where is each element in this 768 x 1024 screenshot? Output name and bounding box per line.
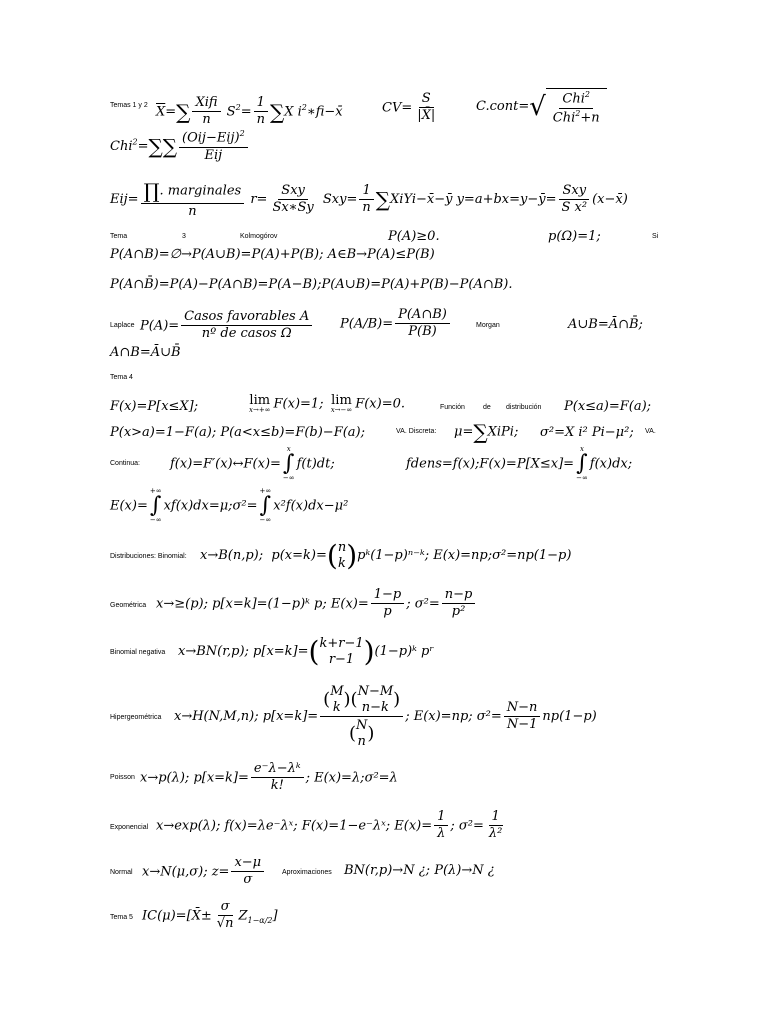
label-temas-1-2: Temas 1 y 2	[110, 102, 148, 109]
label-hipergeometrica: Hipergeométrica	[110, 714, 162, 721]
label-de: de	[483, 404, 491, 411]
formula-expectation: E(x)= +∞ ∫ −∞ xf(x)dx=μ;σ²= +∞ ∫ −∞ x²f(x)dx−μ²	[110, 487, 349, 524]
formula-normal: x→N(μ,σ); z= $\frac{x-\mu}{\sigma}$	[142, 856, 266, 888]
formula-t4-row2: P(x>a)=1−F(a); P(a<x≤b)=F(b)−F(a);	[110, 425, 365, 440]
label-va-discreta: VA. Discreta:	[396, 428, 437, 435]
formula-fdist: P(x≤a)=F(a);	[564, 399, 652, 414]
label-tema3: Tema	[110, 233, 128, 240]
label-distribuciones: Distribuciones: Binomial:	[110, 553, 187, 560]
formula-mu: μ=∑XiPi;	[454, 420, 519, 444]
formula-aproximaciones: BN(r,p)→N ¿; P(λ)→N ¿	[344, 863, 495, 878]
label-binomial-negativa: Binomial negativa	[110, 649, 166, 656]
formula-chi2: Chi$^2$=∑∑ $\frac{(Oij-Eij)^2}{\text{Eij}}$	[110, 130, 250, 163]
formula-binomial: x→B(n,p); p(x=k)= ( n k ) pᵏ(1−p)ⁿ⁻ᵏ; E(x)=np;σ²=np(1−p)	[200, 538, 572, 572]
label-tema5: Tema 5	[110, 914, 133, 921]
formula-ccont: C.cont= √ $\frac{Chi^2}{Chi^2+n}$	[476, 88, 607, 125]
label-va: VA.	[645, 428, 656, 435]
label-aproximaciones: Aproximaciones	[282, 869, 332, 876]
formula-laplace: P(A)= $\frac{\text{Casos favorables A}}{\text{nº de casos Ω}}$	[140, 310, 314, 342]
formula-fx-def: F(x)=P[x≤X];	[110, 399, 199, 414]
label-funcion: Función	[440, 404, 465, 411]
label-normal: Normal	[110, 869, 133, 876]
formula-continua1: f(x)=F′(x)↔F(x)= x ∫ −∞ f(t)dt;	[170, 445, 335, 482]
formula-ic: IC(μ)=[X̄± $\frac{\sigma}{√n}$ $Z_{1-\alpha/2}$]	[142, 899, 278, 932]
label-continua: Continua:	[110, 460, 140, 467]
formula-exponencial: x→exp(λ); f(x)=λe⁻λˣ; F(x)=1−e⁻λˣ; E(x)= $\frac{1}{\lambda}$ ; σ²= $\frac{1}{\text{λ²}}$	[156, 809, 503, 842]
formula-cv: CV= $\frac{S}{|X̄|}$	[382, 91, 436, 124]
label-exponencial: Exponencial	[110, 824, 149, 831]
formula-pomega: p(Ω)=1;	[548, 229, 601, 244]
formula-var-disc: σ²=X i² Pi−μ²;	[540, 425, 634, 440]
label-si: Si	[652, 233, 659, 240]
formula-limits: lim x→+∞ F(x)=1; lim x→−∞ F(x)=0.	[249, 393, 406, 414]
label-poisson: Poisson	[110, 774, 135, 781]
label-geometrica: Geométrica	[110, 602, 147, 609]
formula-pa-ge0: P(A)≥0.	[388, 229, 440, 244]
label-morgan: Morgan	[476, 322, 500, 329]
formula-eij: Eij= $\frac{\text{∏. marginales}}{n}$ r= $\frac{\text{Sxy}}{Sx∗Sy}$ Sxy= $\frac{1}{n}$ ∑XiYi−x̄−ȳ y=a+bx=y−ȳ= $\frac{\text{Sxy}}{\text{S x²}}$ (x−x̄)	[110, 179, 628, 219]
formula-morgan1: A∪B=Ā∩B̄;	[568, 317, 643, 332]
formula-geometrica: x→≥(p); p[x=k]=(1−p)ᵏ p; E(x)= $\frac{1-p}{p}$ ; σ²= $\frac{n-p}{\text{p²}}$	[156, 588, 477, 620]
formula-prob-row2: P(A∩B̄)=P(A)−P(A∩B)=P(A−B);P(A∪B)=P(A)+P(B)−P(A∩B).	[110, 277, 513, 292]
formula-mean: $\overline{X}=\sum$ $\frac{\text{Xifi}}{n}$ $S^2=$ $\frac{1}{n}$ ∑X $i^2∗fi-x̄$	[156, 95, 343, 128]
label-tema4: Tema 4	[110, 374, 133, 381]
label-kolmogorov: Kolmogórov	[240, 233, 278, 240]
formula-poisson: x→p(λ); p[x=k]= $\frac{\text{e⁻λ−λᵏ}}{k!}$ ; E(x)=λ;σ²=λ	[140, 761, 398, 794]
formula-prob-row1: P(A∩B)=∅→P(A∪B)=P(A)+P(B); A∈B→P(A)≤P(B)	[110, 247, 435, 262]
label-laplace: Laplace	[110, 322, 135, 329]
label-tema3-num: 3	[182, 233, 186, 240]
formula-hipergeometrica: x→H(N,M,n); p[x=k]= ( M k ) ( N−M n−k ) ( N n ) ; E(x)=np; σ²= $\frac{N-n}{N-1}$ np(1−p)	[174, 684, 597, 749]
label-distribucion: distribución	[506, 404, 542, 411]
formula-conditional: P(A/B)= $\frac{P(A\cap B)}{P(B)}$	[340, 308, 452, 340]
formula-binomial-negativa: x→BN(r,p); p[x=k]= ( k+r−1 r−1 ) (1−p)ᵏ pʳ	[178, 634, 434, 668]
formula-continua2: fdens=f(x);F(x)=P[X≤x]= x ∫ −∞ f(x)dx;	[406, 445, 633, 482]
formula-morgan2: A∩B=Ā∪B̄	[110, 345, 181, 360]
